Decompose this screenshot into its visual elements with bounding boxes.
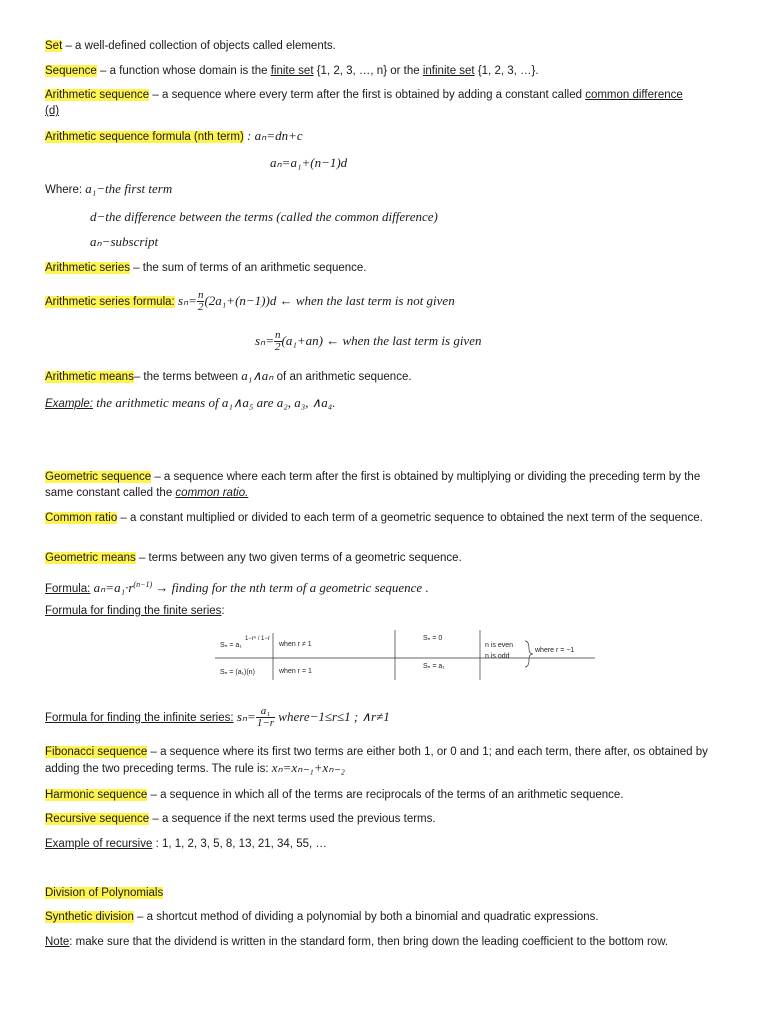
where-label: Where: (45, 184, 86, 196)
formula-nth-term-2 (270, 155, 470, 172)
where-difference (90, 209, 768, 226)
series-formula-2-line (255, 330, 555, 353)
def-text: {1, 2, 3, …}. (474, 65, 539, 77)
means-math: a₁∧aₙ (241, 368, 274, 383)
infinite-series-label: Formula for finding the infinite series: (45, 712, 234, 724)
finite-n-odd: n is odd (485, 653, 510, 660)
where-subscript-text: aₙ−subscript (90, 234, 159, 249)
term-arithmetic-formula: Arithmetic sequence formula (nth term) (45, 131, 244, 143)
def-text: – the sum of terms of an arithmetic sequence. (130, 262, 367, 274)
term-sequence: Sequence (45, 65, 97, 77)
finite-n-even: n is even (485, 642, 514, 649)
finite-set-text: finite set (270, 65, 314, 77)
term-arithmetic-means: Arithmetic means (45, 371, 134, 383)
geo-formula-text: aₙ=a₁·r (90, 579, 134, 595)
note-text: : make sure that the dividend is written in the standard form, then bring down the leading coefficient to the bottom row. (69, 936, 669, 948)
where-difference-text: d−the difference between the terms (called the common difference) (90, 209, 438, 224)
example-text: the arithmetic means of a₁∧a₅ are a₂, a₃, ∧a₄. (92, 395, 336, 410)
heading-polynomials (45, 885, 725, 901)
where-first-term: a₁−the first term (85, 181, 173, 196)
def-text: – a sequence in which all of the terms are reciprocals of the terms of an arithmetic sequence. (147, 789, 624, 801)
example-means (45, 395, 725, 412)
term-set: Set (45, 40, 63, 52)
inf-condition: where−1≤r≤1 ; ∧r≠1 (275, 709, 390, 724)
def-text: – a constant multiplied or divided to each term of a geometric sequence to obtained the next term of the sequence. (117, 512, 703, 524)
finite-cond-1: when r ≠ 1 (279, 641, 312, 648)
formula-text: aₙ=a₁+(n−1)d (270, 155, 348, 170)
def-arithmetic-formula (45, 128, 725, 145)
common-difference-text: common difference (d) (45, 89, 683, 117)
frac-num: n (275, 329, 281, 342)
def-text: – terms between any two given terms of a geometric sequence. (135, 552, 462, 564)
finite-formula-1: Sₙ = a₁ (220, 642, 242, 649)
where-block (45, 181, 725, 198)
def-set (45, 38, 725, 54)
example-label: Example: (45, 398, 93, 410)
infinite-set-text: infinite set (422, 65, 475, 77)
series-s: sₙ= (177, 293, 197, 308)
finite-series-label-line (45, 603, 725, 619)
infinite-series-line (45, 704, 725, 731)
def-text: – a sequence where each term after the first is obtained by multiplying or dividing the preceding term by the same constant called the (45, 471, 701, 499)
rec-example-text: : 1, 1, 2, 3, 5, 8, 13, 21, 34, 55, … (152, 838, 327, 850)
series-s: sₙ= (255, 333, 275, 348)
term-series-formula: Arithmetic series formula: (45, 296, 175, 308)
def-text: – a sequence where its first two terms are either both 1, or 0 and 1; and each term, there after, os obtained by adding the two preceding terms. The rule is: (45, 746, 708, 775)
finite-series-table (215, 625, 595, 683)
term-arithmetic-series: Arithmetic series (45, 262, 130, 274)
series-frac-2 (274, 330, 282, 353)
formula-label: Formula: (45, 582, 91, 595)
def-synthetic (45, 909, 725, 925)
def-text: – a function whose domain is the (96, 65, 271, 77)
finite-series-label: Formula for finding the finite series (45, 605, 222, 617)
finite-formula-1-frac: 1−rⁿ / 1−r (245, 636, 270, 642)
finite-formula-2: Sₙ = (a₁)(n) (220, 669, 255, 676)
def-text: – a sequence where every term after the first is obtained by adding a constant called (149, 89, 586, 101)
colon: : (221, 605, 225, 617)
note-line (45, 934, 725, 950)
fib-rule: xₙ=xₙ₋₁+xₙ₋₂ (271, 760, 345, 775)
geo-formula-rest: → finding for the nth term of a geometric sequence . (152, 579, 429, 595)
def-common-ratio (45, 510, 725, 526)
def-arithmetic-series (45, 260, 725, 276)
def-arithmetic-means (45, 368, 725, 385)
formula-nth-term: : aₙ=dn+c (243, 128, 303, 143)
term-geometric-sequence: Geometric sequence (45, 471, 152, 483)
def-text: – a shortcut method of dividing a polynomial by both a binomial and quadratic expressions. (133, 911, 599, 923)
def-text: of an arithmetic sequence. (273, 371, 412, 383)
def-geometric-sequence (45, 469, 715, 501)
term-common-ratio: Common ratio (45, 512, 118, 524)
def-harmonic (45, 787, 725, 803)
def-text: – a well-defined collection of objects called elements. (62, 40, 336, 52)
def-arithmetic-sequence (45, 87, 700, 119)
term-synthetic: Synthetic division (45, 911, 134, 923)
rec-example-label: Example of recursive (45, 838, 153, 850)
finite-where-r: where r = −1 (535, 647, 575, 654)
inf-s: sₙ= (233, 709, 256, 724)
def-text: – the terms between (133, 371, 242, 383)
def-fibonacci (45, 744, 715, 777)
note-label: Note (45, 936, 70, 948)
frac-num: a₁ (256, 706, 275, 718)
series-formula-1: (2a₁+(n−1))d ← when the last term is not given (204, 293, 455, 308)
geo-exponent: (n−1) (133, 580, 153, 589)
def-geometric-means (45, 550, 725, 566)
inf-frac (256, 706, 275, 729)
def-sequence (45, 63, 725, 79)
example-recursive (45, 836, 725, 852)
term-arithmetic-sequence: Arithmetic sequence (45, 89, 150, 101)
geo-formula (45, 576, 725, 598)
common-ratio-text: common ratio. (175, 487, 249, 499)
frac-den: 1−r (256, 717, 275, 730)
frac-den: 2 (275, 341, 281, 354)
series-formula-2: (a₁+an) ← when the last term is given (281, 333, 482, 348)
def-text: {1, 2, 3, …, n} or the (313, 65, 423, 77)
finite-s-a1: Sₙ = a₁ (423, 663, 445, 670)
table-lines (215, 625, 595, 683)
def-text: – a sequence if the next terms used the previous terms. (149, 813, 436, 825)
frac-den: 2 (197, 301, 204, 314)
where-subscript (90, 234, 768, 251)
frac-num: n (197, 289, 204, 302)
term-fibonacci: Fibonacci sequence (45, 746, 148, 758)
term-harmonic: Harmonic sequence (45, 789, 148, 801)
def-arithmetic-series-formula (45, 290, 725, 313)
term-recursive: Recursive sequence (45, 813, 150, 825)
term-division-polynomials: Division of Polynomials (45, 887, 164, 899)
finite-cond-2: when r = 1 (279, 668, 312, 675)
finite-s-zero: Sₙ = 0 (423, 635, 443, 642)
def-recursive (45, 811, 725, 827)
term-geometric-means: Geometric means (45, 552, 136, 564)
